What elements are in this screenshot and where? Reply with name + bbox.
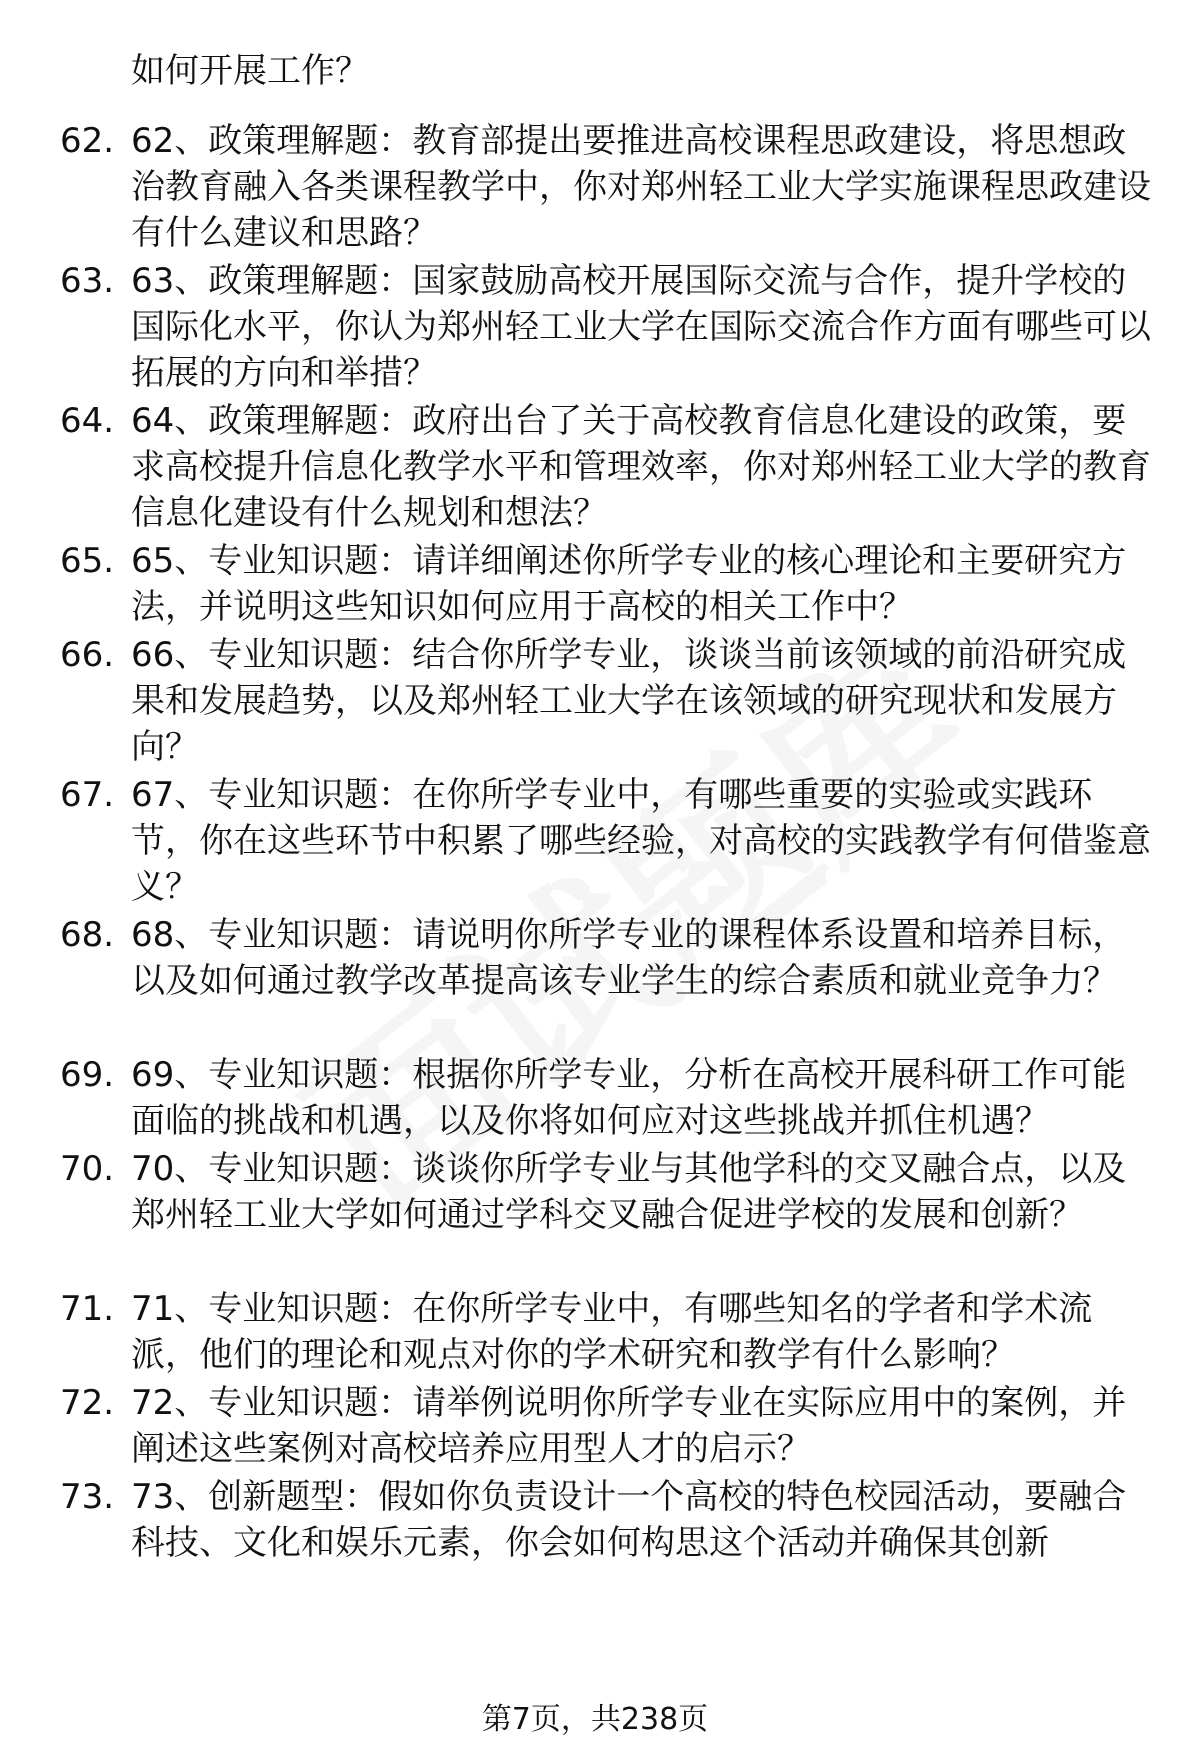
question-number: 69. — [60, 1055, 115, 1095]
question-number: 65. — [60, 541, 115, 581]
question-text: 65、专业知识题：请详细阐述你所学专业的核心理论和主要研究方法，并说明这些知识如何应用于高校的相关工作中？ — [131, 541, 1127, 627]
question-number: 70. — [60, 1149, 115, 1189]
question-number: 66. — [60, 635, 115, 675]
continuation-text: 如何开展工作？ — [131, 51, 369, 91]
question-number: 68. — [60, 915, 115, 955]
question-text: 71、专业知识题：在你所学专业中，有哪些知名的学者和学术流派，他们的理论和观点对你的学术研究和教学有什么影响？ — [131, 1289, 1093, 1375]
question-number: 73. — [60, 1477, 115, 1517]
question-text: 69、专业知识题：根据你所学专业，分析在高校开展科研工作可能面临的挑战和机遇，以及你将如何应对这些挑战并抓住机遇？ — [131, 1055, 1127, 1141]
question-text: 72、专业知识题：请举例说明你所学专业在实际应用中的案例，并阐述这些案例对高校培养应用型人才的启示？ — [131, 1383, 1127, 1469]
question-number: 72. — [60, 1383, 115, 1423]
question-number: 64. — [60, 401, 115, 441]
question-text: 63、政策理解题：国家鼓励高校开展国际交流与合作，提升学校的国际化水平，你认为郑州轻工业大学在国际交流合作方面有哪些可以拓展的方向和举措？ — [131, 261, 1151, 393]
question-number: 67. — [60, 775, 115, 815]
question-text: 73、创新题型：假如你负责设计一个高校的特色校园活动，要融合科技、文化和娱乐元素，你会如何构思这个活动并确保其创新 — [131, 1477, 1127, 1563]
question-text: 62、政策理解题：教育部提出要推进高校课程思政建设，将思想政治教育融入各类课程教学中，你对郑州轻工业大学实施课程思政建设有什么建议和思路？ — [131, 121, 1151, 253]
page-footer: 第7页，共238页 — [481, 1702, 709, 1737]
question-text: 67、专业知识题：在你所学专业中，有哪些重要的实验或实践环节，你在这些环节中积累了哪些经验，对高校的实践教学有何借鉴意义？ — [131, 775, 1151, 907]
question-number: 62. — [60, 121, 115, 161]
question-text: 66、专业知识题：结合你所学专业，谈谈当前该领域的前沿研究成果和发展趋势，以及郑州轻工业大学在该领域的研究现状和发展方向？ — [131, 635, 1127, 767]
question-text: 68、专业知识题：请说明你所学专业的课程体系设置和培养目标，以及如何通过教学改革提高该专业学生的综合素质和就业竞争力？ — [131, 915, 1127, 1001]
question-text: 70、专业知识题：谈谈你所学专业与其他学科的交叉融合点，以及郑州轻工业大学如何通过学科交叉融合促进学校的发展和创新？ — [131, 1149, 1127, 1235]
question-number: 63. — [60, 261, 115, 301]
question-text: 64、政策理解题：政府出台了关于高校教育信息化建设的政策，要求高校提升信息化教学水平和管理效率，你对郑州轻工业大学的教育信息化建设有什么规划和想法？ — [131, 401, 1151, 533]
question-number: 71. — [60, 1289, 115, 1329]
